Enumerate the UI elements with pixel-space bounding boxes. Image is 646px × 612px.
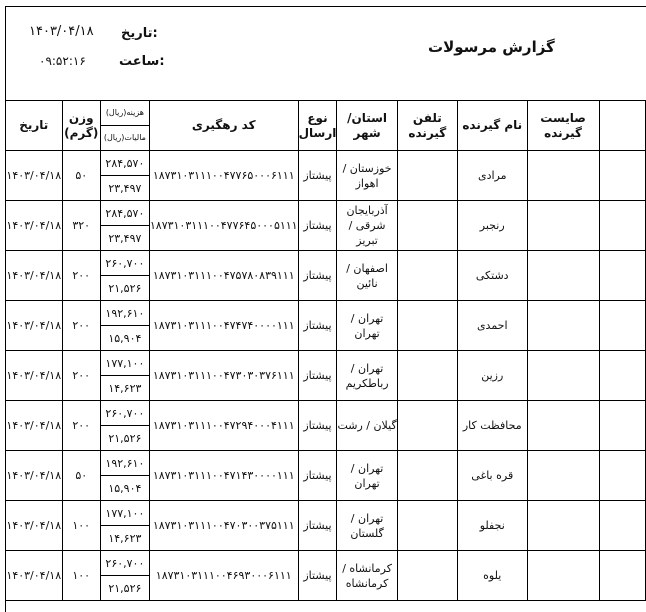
header-site: صایست گیرنده — [527, 101, 599, 151]
table-row — [6, 301, 646, 351]
row-recipient-name: رنجبر — [457, 201, 527, 251]
row-tracking-code: ۱۸۷۳۱۰۳۱۱۱۰۰۴۶۹۳۰۰۰۶۱۱۱ — [149, 551, 298, 601]
row-extra — [599, 301, 646, 351]
row-weight: ۲۰۰ — [62, 251, 100, 301]
row-phone — [397, 351, 457, 401]
time-label: ساعت: — [119, 54, 165, 69]
header-cost-tax — [100, 101, 149, 151]
row-cost: ۲۶۰,۷۰۰ — [101, 251, 149, 276]
table-row — [6, 201, 646, 251]
row-phone — [397, 301, 457, 351]
header-date: تاریخ — [6, 101, 63, 151]
row-send-type: پیشتاز — [298, 451, 337, 501]
row-province-city: تهران / تهران — [337, 301, 397, 351]
row-weight: ۳۲۰ — [62, 201, 100, 251]
row-province-city: تهران / تهران — [337, 451, 397, 501]
row-tax: ۲۱,۵۲۶ — [108, 281, 142, 295]
row-tracking-code: ۱۸۷۳۱۰۳۱۱۱۰۰۴۷۵۷۸۰۸۳۹۱۱۱ — [149, 251, 298, 301]
row-extra — [599, 451, 646, 501]
table-row — [6, 151, 646, 201]
row-cost-tax — [100, 551, 149, 601]
row-date: ۱۴۰۳/۰۴/۱۸ — [6, 201, 63, 251]
row-site — [527, 401, 599, 451]
report-title: گزارش مرسولات — [428, 38, 555, 56]
header-phone: تلفن گیرنده — [397, 101, 457, 151]
row-cost-tax — [100, 201, 149, 251]
row-tax: ۱۴,۶۲۳ — [108, 381, 142, 395]
row-tax: ۱۵,۹۰۴ — [108, 481, 142, 495]
row-date: ۱۴۰۳/۰۴/۱۸ — [6, 401, 63, 451]
row-tax: ۲۱,۵۲۶ — [108, 431, 142, 445]
row-cost-tax — [100, 351, 149, 401]
row-phone — [397, 201, 457, 251]
table-row — [6, 251, 646, 301]
row-cost: ۱۷۷,۱۰۰ — [101, 351, 149, 376]
table-row — [6, 501, 646, 551]
header-province-city: استان/ شهر — [337, 101, 397, 151]
header-extra — [599, 101, 646, 151]
row-send-type: پیشتاز — [298, 201, 337, 251]
date-label: تاریخ: — [121, 26, 158, 41]
row-extra — [599, 551, 646, 601]
table-row — [6, 401, 646, 451]
time-value: ۰۹:۵۲:۱۶ — [39, 54, 86, 68]
row-date: ۱۴۰۳/۰۴/۱۸ — [6, 351, 63, 401]
row-send-type: پیشتاز — [298, 151, 337, 201]
row-tracking-code: ۱۸۷۳۱۰۳۱۱۱۰۰۴۷۷۶۴۵۰۰۰۵۱۱۱ — [149, 201, 298, 251]
row-phone — [397, 401, 457, 451]
row-site — [527, 351, 599, 401]
row-province-city: تهران / گلستان — [337, 501, 397, 551]
row-extra — [599, 201, 646, 251]
row-weight: ۵۰ — [62, 451, 100, 501]
header-name: نام گیرنده — [457, 101, 527, 151]
row-recipient-name: دشتکی — [457, 251, 527, 301]
row-province-city: تهران / رباطکریم — [337, 351, 397, 401]
row-send-type: پیشتاز — [298, 251, 337, 301]
row-site — [527, 201, 599, 251]
row-cost: ۱۹۲,۶۱۰ — [101, 451, 149, 476]
row-recipient-name: رزین — [457, 351, 527, 401]
row-province-city: کرمانشاه / کرمانشاه — [337, 551, 397, 601]
row-tracking-code: ۱۸۷۳۱۰۳۱۱۱۰۰۴۷۲۹۴۰۰۰۴۱۱۱ — [149, 401, 298, 451]
row-tracking-code: ۱۸۷۳۱۰۳۱۱۱۰۰۴۷۰۳۰۰۳۷۵۱۱۱ — [149, 501, 298, 551]
row-extra — [599, 501, 646, 551]
row-tracking-code: ۱۸۷۳۱۰۳۱۱۱۰۰۴۷۷۶۵۰۰۰۶۱۱۱ — [149, 151, 298, 201]
row-send-type: پیشتاز — [298, 551, 337, 601]
row-cost: ۱۷۷,۱۰۰ — [101, 501, 149, 526]
row-recipient-name: احمدی — [457, 301, 527, 351]
header-cost: هزینه(ریال) — [101, 101, 149, 126]
header-send-type: نوع ارسال — [298, 101, 337, 151]
row-phone — [397, 501, 457, 551]
row-tax: ۲۳,۴۹۷ — [108, 231, 142, 245]
row-date: ۱۴۰۳/۰۴/۱۸ — [6, 301, 63, 351]
row-cost-tax — [100, 501, 149, 551]
row-weight: ۵۰ — [62, 151, 100, 201]
row-tracking-code: ۱۸۷۳۱۰۳۱۱۱۰۰۴۷۱۴۳۰۰۰۰۱۱۱ — [149, 451, 298, 501]
row-date: ۱۴۰۳/۰۴/۱۸ — [6, 551, 63, 601]
row-site — [527, 301, 599, 351]
row-province-city: خوزستان / اهواز — [337, 151, 397, 201]
row-cost: ۲۶۰,۷۰۰ — [101, 401, 149, 426]
row-weight: ۱۰۰ — [62, 501, 100, 551]
row-phone — [397, 451, 457, 501]
row-send-type: پیشتاز — [298, 351, 337, 401]
row-recipient-name: مرادی — [457, 151, 527, 201]
header-tax: مالیات(ریال) — [103, 133, 146, 142]
row-site — [527, 501, 599, 551]
row-weight: ۲۰۰ — [62, 351, 100, 401]
row-date: ۱۴۰۳/۰۴/۱۸ — [6, 151, 63, 201]
row-send-type: پیشتاز — [298, 301, 337, 351]
row-tracking-code: ۱۸۷۳۱۰۳۱۱۱۰۰۴۷۴۷۴۰۰۰۰۱۱۱ — [149, 301, 298, 351]
header-weight: وزن (گرم) — [62, 101, 100, 151]
row-cost-tax — [100, 151, 149, 201]
row-send-type: پیشتاز — [298, 401, 337, 451]
row-extra — [599, 251, 646, 301]
table-row — [6, 551, 646, 601]
shipments-table — [5, 100, 646, 601]
row-site — [527, 151, 599, 201]
row-tax: ۱۴,۶۲۳ — [108, 531, 142, 545]
row-province-city: آذربایجان شرقی / تبریز — [337, 201, 397, 251]
row-date: ۱۴۰۳/۰۴/۱۸ — [6, 501, 63, 551]
row-phone — [397, 251, 457, 301]
date-value: ۱۴۰۳/۰۴/۱۸ — [29, 24, 94, 39]
row-weight: ۲۰۰ — [62, 301, 100, 351]
row-weight: ۲۰۰ — [62, 401, 100, 451]
row-send-type: پیشتاز — [298, 501, 337, 551]
row-cost-tax — [100, 451, 149, 501]
header-tracking: کد رهگیری — [149, 101, 298, 151]
row-cost: ۱۹۲,۶۱۰ — [101, 301, 149, 326]
row-tax: ۲۳,۴۹۷ — [108, 181, 142, 195]
row-recipient-name: نجفلو — [457, 501, 527, 551]
table-row — [6, 451, 646, 501]
row-cost: ۲۸۴,۵۷۰ — [101, 151, 149, 176]
row-date: ۱۴۰۳/۰۴/۱۸ — [6, 251, 63, 301]
row-extra — [599, 151, 646, 201]
row-cost-tax — [100, 401, 149, 451]
table-header-row — [6, 101, 646, 151]
row-cost-tax — [100, 301, 149, 351]
row-weight: ۱۰۰ — [62, 551, 100, 601]
row-recipient-name: قره باغی — [457, 451, 527, 501]
row-province-city: گیلان / رشت — [337, 401, 397, 451]
row-site — [527, 451, 599, 501]
row-cost: ۲۶۰,۷۰۰ — [101, 551, 149, 576]
row-recipient-name: یلوه — [457, 551, 527, 601]
row-extra — [599, 401, 646, 451]
row-site — [527, 251, 599, 301]
row-tax: ۱۵,۹۰۴ — [108, 331, 142, 345]
row-tracking-code: ۱۸۷۳۱۰۳۱۱۱۰۰۴۷۳۰۳۰۳۷۶۱۱۱ — [149, 351, 298, 401]
row-cost: ۲۸۴,۵۷۰ — [101, 201, 149, 226]
table-row — [6, 351, 646, 401]
row-site — [527, 551, 599, 601]
row-extra — [599, 351, 646, 401]
row-cost-tax — [100, 251, 149, 301]
row-date: ۱۴۰۳/۰۴/۱۸ — [6, 451, 63, 501]
row-tax: ۲۱,۵۲۶ — [108, 581, 142, 595]
row-province-city: اصفهان / نائین — [337, 251, 397, 301]
row-phone — [397, 151, 457, 201]
row-recipient-name: محافظت کار — [457, 401, 527, 451]
row-phone — [397, 551, 457, 601]
